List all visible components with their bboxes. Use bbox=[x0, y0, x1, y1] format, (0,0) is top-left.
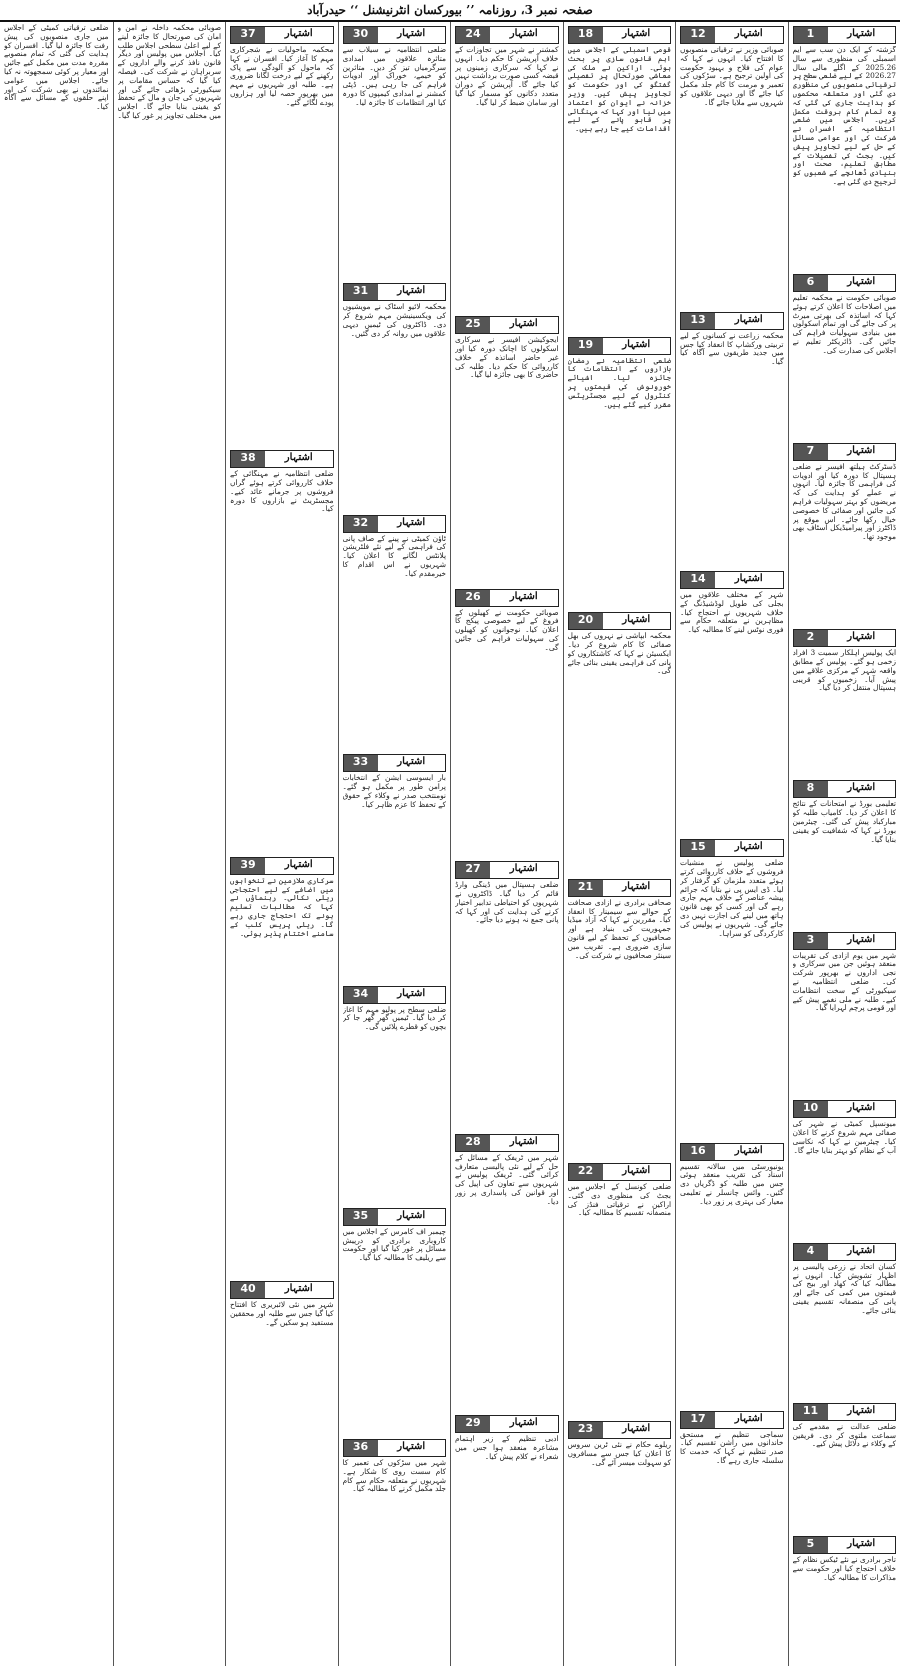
badge-label: اشتہار bbox=[828, 1244, 896, 1260]
badge-label: اشتہار bbox=[828, 1101, 896, 1117]
announcement bbox=[793, 778, 897, 927]
announcement-number: 21 bbox=[569, 880, 603, 896]
badge-label: اشتہار bbox=[603, 880, 671, 896]
announcement bbox=[568, 335, 672, 608]
announcement-number: 19 bbox=[569, 338, 603, 354]
announcement-number: 22 bbox=[569, 1164, 603, 1180]
announcement-text: ٹاؤن کمیٹی نے پینے کے صاف پانی کی فراہمی کے لیے نئے فلٹریشن پلانٹس لگانے کا اعلان کیا۔ شہریوں نے اس اقدام کا خیرمقدم کیا۔ bbox=[342, 534, 446, 578]
column-7 bbox=[113, 22, 226, 1666]
announcement-text: ریلوے حکام نے نئی ٹرین سروس کا اعلان کیا جس سے مسافروں کو سہولت میسر آئے گی۔ bbox=[567, 1440, 671, 1467]
announcement bbox=[343, 281, 447, 510]
announcement-text: گزشتہ کے ایک دن سب سے ایم اسمبلی کی منظوری سے سال 2025.26 کے اگلے مالی سال 2026.27 کے لیے ضلعی سطح پر ترقیاتی منصوبوں کی منظوری دی گئی اور متعلقہ محکموں کو ہدایت جاری کی گئی کہ وہ تمام کام بروقت مکمل کریں۔ اجلاس میں ضلعی انتظامیہ کے افسران نے شرکت کی اور عوامی مسائل کے حل کے لیے تجاویز پیش کیں۔ بجٹ کی تفصیلات کے مطابق تعلیم، صحت اور بنیادی ڈھانچے کے شعبوں کو ترجیح دی گئی ہے۔ bbox=[792, 46, 896, 186]
announcement bbox=[793, 930, 897, 1097]
announcement-badge bbox=[680, 26, 784, 44]
announcement-number: 29 bbox=[456, 1416, 490, 1432]
announcement bbox=[793, 627, 897, 776]
announcement-number: 17 bbox=[681, 1412, 715, 1428]
announcement-text: ایجوکیشن آفیسر نے سرکاری اسکولوں کا اچانک دورہ کیا اور غیر حاضر اساتذہ کے خلاف کارروائی کا حکم دیا۔ طلبہ کی حاضری کا بھی جائزہ لیا گیا۔ bbox=[455, 336, 559, 380]
announcement-number: 6 bbox=[794, 275, 828, 291]
announcement-number: 15 bbox=[681, 840, 715, 856]
announcement bbox=[793, 1401, 897, 1533]
announcement-text: شہر کے مختلف علاقوں میں بجلی کی طویل لوڈشیڈنگ کے خلاف شہریوں نے احتجاج کیا۔ مظاہرین نے متعلقہ حکام سے فوری نوٹس لینے کا مطالبہ کیا۔ bbox=[680, 591, 784, 635]
badge-label: اشتہار bbox=[828, 1404, 896, 1420]
badge-label: اشتہار bbox=[715, 27, 783, 43]
announcement-text: تعلیمی بورڈ نے امتحانات کے نتائج کا اعلان کر دیا۔ کامیاب طلبہ کو مبارکباد پیش کی گئی۔ چیئرمین بورڈ نے کہا کہ شفافیت کو یقینی بنایا گیا۔ bbox=[792, 800, 896, 844]
column-3 bbox=[563, 22, 676, 1666]
announcement-badge bbox=[680, 839, 784, 857]
announcement-number: 24 bbox=[456, 27, 490, 43]
announcement-number: 26 bbox=[456, 590, 490, 606]
announcement-badge bbox=[230, 450, 334, 468]
announcement bbox=[793, 272, 897, 439]
announcement-number: 27 bbox=[456, 862, 490, 878]
announcement-text: کمشنر نے شہر میں تجاوزات کے خلاف آپریشن کا حکم دیا۔ انہوں نے کہا کہ سرکاری زمینوں پر قبضہ کسی صورت برداشت نہیں کیا جائے گا۔ آپریشن کے دوران متعدد دکانوں کو مسمار کیا گیا اور سامان ضبط کر لیا گیا۔ bbox=[455, 46, 559, 107]
column-8 bbox=[0, 22, 113, 1666]
announcement bbox=[680, 1141, 784, 1407]
announcement-text: صوبائی حکومت نے کھیلوں کے فروغ کے لیے خصوصی پیکج کا اعلان کیا۔ نوجوانوں کو کھیلوں کی سہولیات فراہم کی جائیں گی۔ bbox=[455, 608, 559, 652]
announcement-badge bbox=[793, 274, 897, 292]
announcement-badge bbox=[793, 443, 897, 461]
announcement-text: ضلعی عدالت نے مقدمے کی سماعت ملتوی کر دی۔ فریقین کے وکلاء نے دلائل پیش کیے۔ bbox=[792, 1422, 896, 1449]
announcement bbox=[568, 877, 672, 1159]
badge-label: اشتہار bbox=[828, 1537, 896, 1553]
announcement-text: ضلعی پولیس نے منشیات فروشوں کے خلاف کارروائی کرتے ہوئے متعدد ملزمان کو گرفتار کر لیا۔ ڈی ایس پی نے بتایا کہ جرائم پیشہ عناصر کے خلاف مہم جاری رہے گی اور کسی کو بھی قانون ہاتھ میں لینے کی اجازت نہیں دی جائے گی۔ شہریوں نے پولیس کی کارکردگی کو سراہا۔ bbox=[680, 859, 784, 938]
announcement-badge bbox=[568, 1421, 672, 1439]
announcement bbox=[680, 569, 784, 835]
announcement bbox=[455, 1132, 559, 1411]
announcement-text: محکمہ زراعت نے کسانوں کے لیے تربیتی ورکشاپ کا انعقاد کیا جس میں جدید طریقوں سے آگاہ کیا گیا۔ bbox=[680, 331, 784, 367]
badge-label: اشتہار bbox=[265, 1282, 333, 1298]
announcement-text: تاجر برادری نے نئے ٹیکس نظام کے خلاف احتجاج کیا اور حکومت سے مذاکرات کا مطالبہ کیا۔ bbox=[792, 1556, 896, 1582]
announcement-badge bbox=[343, 26, 447, 44]
badge-label: اشتہار bbox=[378, 1440, 446, 1456]
announcement-badge bbox=[680, 312, 784, 330]
badge-label: اشتہار bbox=[265, 27, 333, 43]
announcement-badge bbox=[455, 316, 559, 334]
announcement-number: 18 bbox=[569, 27, 603, 43]
announcement-number: 4 bbox=[794, 1244, 828, 1260]
badge-label: اشتہار bbox=[378, 516, 446, 532]
announcement-text: صحافی برادری نے آزادی صحافت کے حوالے سے سیمینار کا انعقاد کیا۔ مقررین نے کہا کہ آزاد میڈیا جمہوریت کی بنیاد ہے اور صحافیوں کے تحفظ کے لیے قانون سازی ضروری ہے۔ تقریب میں سینئر صحافیوں نے شرکت کی۔ bbox=[567, 898, 671, 960]
announcement-text: شہر میں سڑکوں کی تعمیر کا کام سست روی کا شکار ہے۔ شہریوں نے متعلقہ حکام سے کام جلد مکمل کرنے کا مطالبہ کیا۔ bbox=[342, 1458, 446, 1494]
newspaper-page bbox=[0, 22, 900, 1666]
announcement-text: بار ایسوسی ایشن کے انتخابات پرامن طور پر مکمل ہو گئے۔ نومنتخب صدر نے وکلاء کے حقوق کے تحفظ کا عزم ظاہر کیا۔ bbox=[342, 774, 446, 809]
announcement bbox=[568, 24, 672, 333]
announcement bbox=[680, 1409, 784, 1666]
badge-label: اشتہار bbox=[378, 1209, 446, 1225]
announcement bbox=[793, 1534, 897, 1666]
announcement-number: 1 bbox=[794, 27, 828, 43]
announcement-text: میونسپل کمیٹی نے شہر کی صفائی مہم شروع کرنے کا اعلان کیا۔ چیئرمین نے کہا کہ نکاسی آب کے نظام کو بہتر بنایا جائے گا۔ bbox=[792, 1120, 896, 1155]
announcement bbox=[680, 310, 784, 567]
badge-label: اشتہار bbox=[828, 275, 896, 291]
announcement-badge bbox=[568, 1163, 672, 1181]
announcement-badge bbox=[793, 1100, 897, 1118]
announcement bbox=[455, 1413, 559, 1666]
announcement-badge bbox=[455, 1134, 559, 1152]
announcement bbox=[455, 587, 559, 858]
badge-label: اشتہار bbox=[828, 27, 896, 43]
announcement-text: یونیورسٹی میں سالانہ تقسیم اسناد کی تقریب منعقد ہوئی جس میں طلبہ کو ڈگریاں دی گئیں۔ وائس چانسلر نے تعلیمی معیار کی بہتری پر زور دیا۔ bbox=[680, 1162, 784, 1206]
announcement bbox=[230, 855, 334, 1277]
announcement-badge bbox=[230, 1281, 334, 1299]
badge-label: اشتہار bbox=[378, 755, 446, 771]
announcement-text: صوبائی حکومت نے محکمہ تعلیم میں اصلاحات کا اعلان کرتے ہوئے کہا کہ اساتذہ کی بھرتی میرٹ پر کی جائے گی اور تمام اسکولوں میں بنیادی سہولیات فراہم کی جائیں گی۔ ڈائریکٹر تعلیم نے اجلاس کی صدارت کی۔ bbox=[792, 293, 896, 355]
badge-label: اشتہار bbox=[490, 27, 558, 43]
announcement-text: صوبائی محکمہ داخلہ نے امن و امان کی صورتحال کا جائزہ لینے کے لیے اعلیٰ سطحی اجلاس طلب کیا۔ اجلاس میں پولیس اور دیگر قانون نافذ کرنے والے اداروں کے سربراہان نے شرکت کی۔ فیصلہ کیا گیا کہ حساس مقامات پر سیکیورٹی بڑھائی جائے گی اور شہریوں کی جان و مال کے تحفظ کو یقینی بنایا جائے گا۔ اجلاس میں مختلف تجاویز پر غور کیا گیا۔ bbox=[117, 24, 221, 120]
column-5 bbox=[338, 22, 451, 1666]
announcement-badge bbox=[793, 1403, 897, 1421]
announcement-number: 13 bbox=[681, 313, 715, 329]
announcement-badge bbox=[343, 283, 447, 301]
badge-label: اشتہار bbox=[378, 27, 446, 43]
badge-label: اشتہار bbox=[265, 451, 333, 467]
announcement-text: چیمبر آف کامرس کے اجلاس میں کاروباری برادری کو درپیش مسائل پر غور کیا گیا اور حکومت سے ریلیف کا مطالبہ کیا گیا۔ bbox=[342, 1227, 446, 1263]
announcement-badge bbox=[793, 1243, 897, 1261]
announcement-number: 31 bbox=[344, 284, 378, 300]
badge-label: اشتہار bbox=[715, 313, 783, 329]
announcement-number: 38 bbox=[231, 451, 265, 467]
badge-label: اشتہار bbox=[378, 284, 446, 300]
newspaper-masthead: صفحہ نمبر 3، روزنامہ ’’ بیورکسان انٹرنیشنل ‘‘ حیدرآباد bbox=[0, 0, 900, 22]
badge-label: اشتہار bbox=[603, 338, 671, 354]
announcement-text: کسان اتحاد نے زرعی پالیسی پر اظہار تشویش کیا۔ انہوں نے مطالبہ کیا کہ کھاد اور بیج کی قیمتوں میں کمی کی جائے اور پانی کی منصفانہ تقسیم یقینی بنائی جائے۔ bbox=[792, 1262, 896, 1315]
announcement-badge bbox=[568, 26, 672, 44]
announcement-number: 2 bbox=[794, 630, 828, 646]
badge-label: اشتہار bbox=[828, 630, 896, 646]
announcement-badge bbox=[343, 1208, 447, 1226]
announcement-number: 39 bbox=[231, 858, 265, 874]
announcement-text: ضلعی انتظامیہ نے سیلاب سے متاثرہ علاقوں میں امدادی سرگرمیاں تیز کر دیں۔ متاثرین کو خیمے، خوراک اور ادویات فراہم کی جا رہی ہیں۔ ڈپٹی کمشنر نے امدادی کیمپوں کا دورہ کیا اور انتظامات کا جائزہ لیا۔ bbox=[342, 46, 446, 107]
announcement-text: ضلعی انتظامیہ نے مہنگائی کے خلاف کارروائی کرتے ہوئے گراں فروشوں پر جرمانے عائد کیے۔ مجسٹریٹ نے بازاروں کا دورہ کیا۔ bbox=[230, 470, 334, 514]
announcement-badge bbox=[343, 515, 447, 533]
badge-label: اشتہار bbox=[490, 1416, 558, 1432]
announcement-number: 12 bbox=[681, 27, 715, 43]
badge-label: اشتہار bbox=[490, 590, 558, 606]
announcement-badge bbox=[793, 1536, 897, 1554]
badge-label: اشتہار bbox=[828, 781, 896, 797]
announcement-number: 23 bbox=[569, 1422, 603, 1438]
announcement bbox=[455, 859, 559, 1130]
badge-label: اشتہار bbox=[715, 1412, 783, 1428]
announcement-number: 37 bbox=[231, 27, 265, 43]
announcement-number: 28 bbox=[456, 1135, 490, 1151]
announcement-text: شہر میں ٹریفک کے مسائل کے حل کے لیے نئی پالیسی متعارف کرائی گئی۔ ٹریفک پولیس نے شہریوں سے تعاون کی اپیل کی اور قوانین کی پاسداری پر زور دیا۔ bbox=[455, 1153, 559, 1206]
announcement bbox=[455, 24, 559, 312]
announcement-badge bbox=[230, 26, 334, 44]
announcement-text: ادبی تنظیم کے زیر اہتمام مشاعرہ منعقد ہوا جس میں شعراء نے کلام پیش کیا۔ bbox=[455, 1435, 559, 1461]
announcement-text: شہر میں یوم آزادی کی تقریبات منعقد ہوئیں جن میں سرکاری و نجی اداروں نے بھرپور شرکت کی۔ ضلعی انتظامیہ نے سیکیورٹی کے سخت انتظامات کیے۔ طلبہ نے ملی نغمے پیش کیے اور قومی پرچم لہرایا گیا۔ bbox=[792, 951, 896, 1013]
badge-label: اشتہار bbox=[265, 858, 333, 874]
announcement-badge bbox=[230, 857, 334, 875]
announcement-number: 8 bbox=[794, 781, 828, 797]
announcement-badge bbox=[343, 754, 447, 772]
announcement bbox=[4, 24, 109, 1666]
announcement bbox=[343, 1206, 447, 1435]
announcement-badge bbox=[455, 861, 559, 879]
badge-label: اشتہار bbox=[828, 444, 896, 460]
badge-label: اشتہار bbox=[490, 1135, 558, 1151]
badge-label: اشتہار bbox=[490, 317, 558, 333]
announcement-badge bbox=[680, 1143, 784, 1161]
announcement-number: 7 bbox=[794, 444, 828, 460]
announcement bbox=[568, 1419, 672, 1666]
badge-label: اشتہار bbox=[378, 987, 446, 1003]
badge-label: اشتہار bbox=[715, 840, 783, 856]
announcement-text: صوبائی وزیر نے ترقیاتی منصوبوں کا افتتاح کیا۔ انہوں نے کہا کہ عوام کی فلاح و بہبود حکومت کی اولین ترجیح ہے۔ سڑکوں کی تعمیر و مرمت کا کام جلد مکمل کیا جائے گا اور دیہی علاقوں کو شہروں سے ملایا جائے گا۔ bbox=[680, 46, 784, 107]
announcement-badge bbox=[793, 932, 897, 950]
badge-label: اشتہار bbox=[603, 613, 671, 629]
announcement-badge bbox=[793, 629, 897, 647]
announcement bbox=[343, 984, 447, 1204]
announcement-badge bbox=[793, 26, 897, 44]
announcement-badge bbox=[568, 337, 672, 355]
announcement-badge bbox=[455, 26, 559, 44]
announcement bbox=[343, 24, 447, 279]
announcement-number: 10 bbox=[794, 1101, 828, 1117]
announcement bbox=[230, 24, 334, 446]
badge-label: اشتہار bbox=[490, 862, 558, 878]
announcement-badge bbox=[568, 612, 672, 630]
announcement-number: 11 bbox=[794, 1404, 828, 1420]
announcement bbox=[455, 314, 559, 585]
announcement-number: 16 bbox=[681, 1144, 715, 1160]
announcement bbox=[230, 1279, 334, 1666]
column-4 bbox=[450, 22, 563, 1666]
announcement-number: 33 bbox=[344, 755, 378, 771]
announcement bbox=[343, 752, 447, 981]
announcement-number: 36 bbox=[344, 1440, 378, 1456]
announcement bbox=[568, 610, 672, 875]
badge-label: اشتہار bbox=[715, 572, 783, 588]
badge-label: اشتہار bbox=[603, 1422, 671, 1438]
badge-label: اشتہار bbox=[828, 933, 896, 949]
announcement-number: 30 bbox=[344, 27, 378, 43]
announcement-badge bbox=[568, 879, 672, 897]
announcement-number: 35 bbox=[344, 1209, 378, 1225]
announcement bbox=[680, 837, 784, 1138]
announcement-badge bbox=[680, 571, 784, 589]
announcement bbox=[793, 1241, 897, 1399]
announcement bbox=[793, 24, 897, 270]
announcement bbox=[793, 441, 897, 625]
announcement bbox=[343, 1437, 447, 1666]
announcement bbox=[680, 24, 784, 308]
announcement-badge bbox=[343, 986, 447, 1004]
announcement-text: ضلعی سطح پر پولیو مہم کا آغاز کر دیا گیا۔ ٹیمیں گھر گھر جا کر بچوں کو قطرے پلائیں گی۔ bbox=[342, 1005, 446, 1032]
announcement-text: ضلعی انتظامیہ نے رمضان بازاروں کے انتظامات کا جائزہ لیا۔ اشیائے خورونوش کی قیمتوں پر کنٹرول کے لیے مجسٹریٹس مقرر کیے گئے ہیں۔ bbox=[567, 356, 671, 409]
announcement-text: محکمہ لائیو اسٹاک نے مویشیوں کی ویکسینیشن مہم شروع کر دی۔ ڈاکٹروں کی ٹیمیں دیہی علاقوں میں روانہ کر دی گئیں۔ bbox=[342, 303, 446, 338]
announcement bbox=[793, 1098, 897, 1238]
column-1 bbox=[788, 22, 900, 1666]
announcement bbox=[118, 24, 222, 1666]
announcement-text: ضلعی ترقیاتی کمیٹی کے اجلاس میں جاری منصوبوں کی پیش رفت کا جائزہ لیا گیا۔ افسران کو ہدایت کی گئی کہ تمام منصوبے مقررہ مدت میں مکمل کیے جائیں اور معیار پر کوئی سمجھوتہ نہ کیا جائے۔ اجلاس میں عوامی نمائندوں نے بھی شرکت کی اور اپنے حلقوں کے مسائل سے آگاہ کیا۔ bbox=[4, 24, 109, 112]
badge-label: اشتہار bbox=[603, 27, 671, 43]
announcement-badge bbox=[680, 1411, 784, 1429]
announcement-text: سماجی تنظیم نے مستحق خاندانوں میں راشن تقسیم کیا۔ صدر تنظیم نے کہا کہ خدمت کا سلسلہ جاری رہے گا۔ bbox=[680, 1430, 784, 1466]
announcement-number: 14 bbox=[681, 572, 715, 588]
announcement bbox=[230, 448, 334, 853]
announcement-number: 40 bbox=[231, 1282, 265, 1298]
announcement-badge bbox=[343, 1439, 447, 1457]
badge-label: اشتہار bbox=[603, 1164, 671, 1180]
announcement-number: 20 bbox=[569, 613, 603, 629]
announcement bbox=[568, 1161, 672, 1417]
announcement-text: ضلعی کونسل کے اجلاس میں بجٹ کی منظوری دی گئی۔ اراکین نے ترقیاتی فنڈز کی منصفانہ تقسیم کا مطالبہ کیا۔ bbox=[567, 1183, 671, 1218]
announcement-badge bbox=[455, 1415, 559, 1433]
column-6 bbox=[225, 22, 338, 1666]
announcement-text: محکمہ ماحولیات نے شجرکاری مہم کا آغاز کیا۔ افسران نے کہا کہ ماحول کو آلودگی سے پاک رکھنے کے لیے درخت لگانا ضروری ہے۔ طلبہ اور شہریوں نے مہم میں بھرپور حصہ لیا اور ہزاروں پودے لگائے گئے۔ bbox=[230, 46, 334, 107]
announcement-number: 3 bbox=[794, 933, 828, 949]
announcement-text: سرکاری ملازمین نے تنخواہوں میں اضافے کے لیے احتجاجی ریلی نکالی۔ رہنماؤں نے کہا کہ مطالبات تسلیم ہونے تک احتجاج جاری رہے گا۔ ریلی پریس کلب کے سامنے اختتام پذیر ہوئی۔ bbox=[230, 876, 334, 938]
column-2 bbox=[675, 22, 788, 1666]
announcement-badge bbox=[455, 589, 559, 607]
announcement-text: شہر میں نئی لائبریری کا افتتاح کیا گیا جس سے طلبہ اور محققین مستفید ہو سکیں گے۔ bbox=[230, 1301, 334, 1327]
announcement-text: ایک پولیس اہلکار سمیت 3 افراد زخمی ہو گئے۔ پولیس کے مطابق واقعہ شہر کے مرکزی علاقے میں پیش آیا۔ زخمیوں کو قریبی ہسپتال منتقل کر دیا گیا۔ bbox=[792, 649, 896, 693]
announcement bbox=[343, 513, 447, 751]
badge-label: اشتہار bbox=[715, 1144, 783, 1160]
announcement-text: ڈسٹرکٹ ہیلتھ آفیسر نے ضلعی ہسپتال کا دورہ کیا اور ادویات کی فراہمی کا جائزہ لیا۔ انہوں نے عملے کو ہدایت کی کہ مریضوں کو بہتر سہولیات فراہم کی جائیں اور صفائی کا خصوصی خیال رکھا جائے۔ اس موقع پر ڈاکٹرز اور پیرامیڈیکل اسٹاف بھی موجود تھا۔ bbox=[792, 462, 896, 542]
announcement-text: قومی اسمبلی کے اجلاس میں اہم قانون سازی پر بحث ہوئی۔ اراکین نے ملک کی معاشی صورتحال پر تفصیلی گفتگو کی اور حکومت کو تجاویز پیش کیں۔ وزیر خزانہ نے ایوان کو اعتماد میں لیا اور کہا کہ مہنگائی پر قابو پانے کے لیے اقدامات کیے جا رہے ہیں۔ bbox=[567, 46, 671, 134]
announcement-badge bbox=[793, 780, 897, 798]
announcement-number: 25 bbox=[456, 317, 490, 333]
announcement-number: 34 bbox=[344, 987, 378, 1003]
announcement-number: 32 bbox=[344, 516, 378, 532]
announcement-text: ضلعی ہسپتال میں ڈینگی وارڈ قائم کر دیا گیا۔ ڈاکٹروں نے شہریوں کو احتیاطی تدابیر اختیار کرنے کی ہدایت کی اور کہا کہ پانی جمع نہ ہونے دیا جائے۔ bbox=[455, 881, 559, 925]
announcement-text: محکمہ آبپاشی نے نہروں کی بھل صفائی کا کام شروع کر دیا۔ ایکسیئن نے کہا کہ کاشتکاروں کو پانی کی فراہمی یقینی بنائی جائے گی۔ bbox=[567, 632, 671, 676]
announcement-number: 5 bbox=[794, 1537, 828, 1553]
